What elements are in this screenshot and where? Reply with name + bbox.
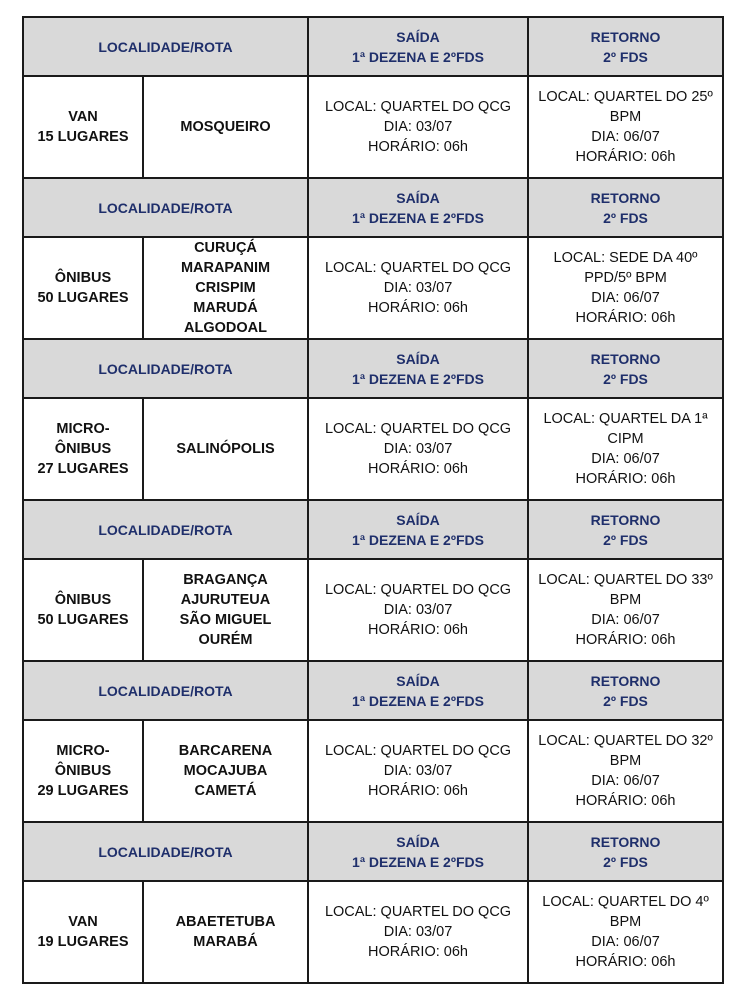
return-local: LOCAL: QUARTEL DO 32º BPM [538,733,713,769]
route-header-label: LOCALIDADE/ROTA [98,682,233,699]
departure-line: HORÁRIO: 06h [368,139,468,155]
return-header-subtitle: 2º FDS [603,48,648,65]
vehicle-line: MICRO- [56,743,110,759]
route-line: BRAGANÇA [183,572,268,588]
return-header-cell [528,661,723,720]
return-day: DIA: 06/07 [591,129,660,145]
return-header-subtitle: 2º FDS [603,853,648,870]
vehicle-line: 50 LUGARES [37,612,129,628]
departure-line: LOCAL: QUARTEL DO QCG [324,904,512,920]
route-line: OURÉM [198,632,253,648]
vehicle-line: 27 LUGARES [37,461,129,477]
departure-header-cell [308,822,528,881]
departure-header-subtitle: 1ª DEZENA E 2ºFDS [352,48,484,65]
departure-cell [308,237,528,339]
route-line: MOSQUEIRO [180,119,271,135]
vehicle-cell [23,720,143,822]
return-header-title: RETORNO [590,350,661,367]
route-cell [143,559,308,661]
route-data-row [23,398,723,500]
departure-header-title: SAÍDA [396,350,440,367]
departure-line: HORÁRIO: 06h [368,783,468,799]
route-line: MARABÁ [193,934,258,950]
departure-line: DIA: 03/07 [383,602,453,618]
departure-header-cell [308,661,528,720]
route-header-cell [23,339,308,398]
departure-cell [308,559,528,661]
section-header-row [23,822,723,881]
route-header-cell [23,661,308,720]
vehicle-line: 19 LUGARES [37,934,129,950]
route-data-row [23,559,723,661]
vehicle-line: MICRO- [56,421,110,437]
route-header-label: LOCALIDADE/ROTA [98,199,233,216]
vehicle-line: 50 LUGARES [37,290,129,306]
vehicle-line: ÔNIBUS [54,270,112,286]
return-header-subtitle: 2º FDS [603,209,648,226]
departure-line: DIA: 03/07 [383,280,453,296]
return-header-title: RETORNO [590,833,661,850]
route-cell [143,76,308,178]
return-day: DIA: 06/07 [591,290,660,306]
route-data-row [23,237,723,339]
return-cell [528,237,723,339]
transport-schedule-table [22,16,724,984]
route-header-cell [23,500,308,559]
departure-header-cell [308,17,528,76]
return-time: HORÁRIO: 06h [575,471,676,487]
departure-line: HORÁRIO: 06h [368,622,468,638]
route-header-label: LOCALIDADE/ROTA [98,38,233,55]
route-cell [143,237,308,339]
route-data-row [23,76,723,178]
return-local: LOCAL: QUARTEL DO 4º BPM [542,894,709,930]
vehicle-line: ÔNIBUS [54,592,112,608]
schedule-body [23,17,723,983]
route-line: CURUÇÁ [194,240,257,256]
route-line: AJURUTEUA [180,592,271,608]
return-local: LOCAL: QUARTEL DO 33º BPM [538,572,713,608]
route-header-label: LOCALIDADE/ROTA [98,360,233,377]
departure-header-title: SAÍDA [396,511,440,528]
route-header-cell [23,178,308,237]
return-cell [528,398,723,500]
return-time: HORÁRIO: 06h [575,954,676,970]
departure-header-subtitle: 1ª DEZENA E 2ºFDS [352,692,484,709]
vehicle-line: VAN [68,109,98,125]
route-line: MOCAJUBA [183,763,268,779]
return-cell [528,720,723,822]
return-cell [528,559,723,661]
return-time: HORÁRIO: 06h [575,149,676,165]
departure-line: HORÁRIO: 06h [368,944,468,960]
departure-line: DIA: 03/07 [383,763,453,779]
departure-line: LOCAL: QUARTEL DO QCG [324,99,512,115]
route-cell [143,398,308,500]
return-header-cell [528,17,723,76]
departure-line: HORÁRIO: 06h [368,300,468,316]
departure-cell [308,398,528,500]
return-header-cell [528,178,723,237]
return-time: HORÁRIO: 06h [575,632,676,648]
departure-cell [308,881,528,983]
route-line: SÃO MIGUEL [179,612,272,628]
return-header-title: RETORNO [590,189,661,206]
departure-cell [308,76,528,178]
departure-line: DIA: 03/07 [383,924,453,940]
return-header-title: RETORNO [590,511,661,528]
return-local: LOCAL: QUARTEL DO 25º BPM [538,89,713,125]
section-header-row [23,661,723,720]
route-header-label: LOCALIDADE/ROTA [98,521,233,538]
route-line: MARUDÁ [193,300,258,316]
return-day: DIA: 06/07 [591,773,660,789]
departure-header-cell [308,339,528,398]
return-cell [528,76,723,178]
route-header-cell [23,822,308,881]
departure-header-subtitle: 1ª DEZENA E 2ºFDS [352,209,484,226]
departure-header-title: SAÍDA [396,28,440,45]
return-header-cell [528,339,723,398]
route-line: MARAPANIM [180,260,271,276]
vehicle-cell [23,881,143,983]
return-local: LOCAL: SEDE DA 40º PPD/5º BPM [553,250,698,286]
return-header-cell [528,822,723,881]
vehicle-line: VAN [68,914,98,930]
return-day: DIA: 06/07 [591,451,660,467]
route-line: ALGODOAL [184,320,267,336]
departure-line: DIA: 03/07 [383,441,453,457]
route-header-label: LOCALIDADE/ROTA [98,843,233,860]
return-day: DIA: 06/07 [591,934,660,950]
vehicle-line: 29 LUGARES [37,783,129,799]
route-line: BARCARENA [178,743,273,759]
return-header-subtitle: 2º FDS [603,692,648,709]
return-header-title: RETORNO [590,672,661,689]
route-data-row [23,881,723,983]
vehicle-cell [23,237,143,339]
departure-line: LOCAL: QUARTEL DO QCG [324,582,512,598]
vehicle-cell [23,398,143,500]
return-local: LOCAL: QUARTEL DA 1ª CIPM [543,411,708,447]
departure-line: DIA: 03/07 [383,119,453,135]
departure-cell [308,720,528,822]
vehicle-cell [23,559,143,661]
vehicle-line: ÔNIBUS [54,763,112,779]
departure-header-cell [308,500,528,559]
departure-line: LOCAL: QUARTEL DO QCG [324,743,512,759]
return-time: HORÁRIO: 06h [575,793,676,809]
route-header-cell [23,17,308,76]
departure-header-cell [308,178,528,237]
departure-header-subtitle: 1ª DEZENA E 2ºFDS [352,370,484,387]
route-cell [143,720,308,822]
return-header-cell [528,500,723,559]
section-header-row [23,17,723,76]
departure-line: LOCAL: QUARTEL DO QCG [324,421,512,437]
departure-line: LOCAL: QUARTEL DO QCG [324,260,512,276]
vehicle-line: 15 LUGARES [37,129,129,145]
route-line: ABAETETUBA [175,914,276,930]
route-cell [143,881,308,983]
departure-header-subtitle: 1ª DEZENA E 2ºFDS [352,531,484,548]
vehicle-cell [23,76,143,178]
route-line: CRISPIM [195,280,256,296]
section-header-row [23,339,723,398]
route-line: CAMETÁ [194,783,257,799]
return-header-subtitle: 2º FDS [603,531,648,548]
departure-header-title: SAÍDA [396,833,440,850]
departure-header-subtitle: 1ª DEZENA E 2ºFDS [352,853,484,870]
return-header-title: RETORNO [590,28,661,45]
return-cell [528,881,723,983]
section-header-row [23,500,723,559]
section-header-row [23,178,723,237]
route-data-row [23,720,723,822]
return-header-subtitle: 2º FDS [603,370,648,387]
departure-header-title: SAÍDA [396,189,440,206]
departure-line: HORÁRIO: 06h [368,461,468,477]
vehicle-line: ÔNIBUS [54,441,112,457]
return-time: HORÁRIO: 06h [575,310,676,326]
return-day: DIA: 06/07 [591,612,660,628]
departure-header-title: SAÍDA [396,672,440,689]
route-line: SALINÓPOLIS [176,441,275,457]
